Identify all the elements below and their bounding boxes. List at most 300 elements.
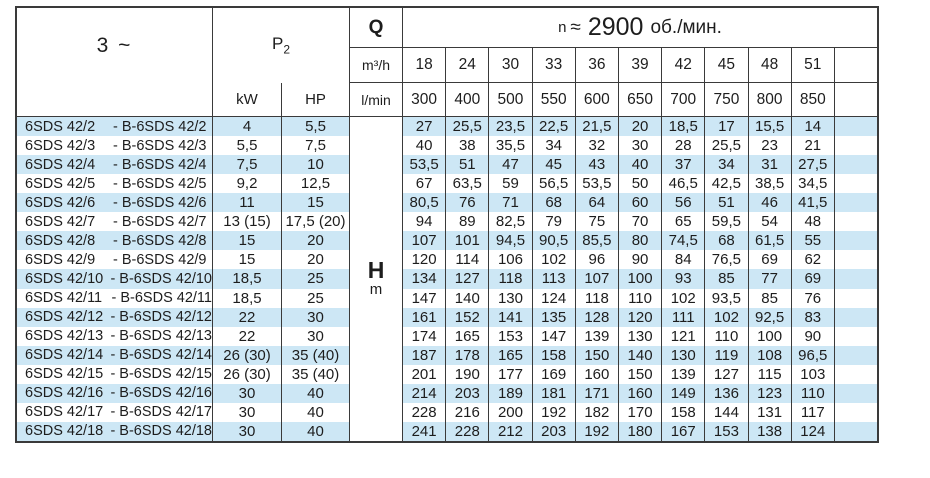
flow-lmin-cell: 600 xyxy=(576,83,619,117)
head-value-cell: 113 xyxy=(533,269,576,288)
model-name-b: - B-6SDS 42/13 xyxy=(110,328,212,345)
empty-cell xyxy=(835,174,877,193)
kw-value-cell: 13 (15) xyxy=(213,212,282,231)
kw-value-cell: 11 xyxy=(213,193,282,212)
hp-value-cell: 35 (40) xyxy=(282,365,350,384)
model-name: 6SDS 42/18 xyxy=(25,423,104,440)
head-value-cell: 118 xyxy=(576,289,619,308)
head-value-cell: 20 xyxy=(619,117,662,136)
model-name-b: - B-6SDS 42/12 xyxy=(110,309,212,326)
head-value-cell: 76 xyxy=(446,193,489,212)
flow-lmin-cell: 650 xyxy=(619,83,662,117)
head-value-cell: 28 xyxy=(662,136,705,155)
empty-cell xyxy=(835,136,877,155)
kw-header-cell: kW xyxy=(213,83,282,117)
head-value-cell: 102 xyxy=(662,289,705,308)
head-value-cell: 14 xyxy=(792,117,835,136)
speed-header-cell xyxy=(403,8,877,48)
q-header-cell xyxy=(350,8,403,48)
flow-m3h-cell: 33 xyxy=(533,48,576,83)
hp-value-cell: 25 xyxy=(282,289,350,308)
head-value-cell: 23,5 xyxy=(489,117,532,136)
head-value-cell: 70 xyxy=(619,212,662,231)
model-name: 6SDS 42/12 xyxy=(25,309,104,326)
kw-value-cell: 30 xyxy=(213,422,282,441)
kw-value-cell: 18,5 xyxy=(213,269,282,288)
model-cell xyxy=(17,289,213,308)
head-value-cell: 76 xyxy=(792,289,835,308)
head-value-cell: 158 xyxy=(533,346,576,365)
head-value-cell: 165 xyxy=(489,346,532,365)
head-value-cell: 134 xyxy=(403,269,446,288)
flow-m3h-cell: 24 xyxy=(446,48,489,83)
head-value-cell: 47 xyxy=(489,155,532,174)
model-name: 6SDS 42/7 xyxy=(25,213,96,230)
head-value-cell: 76,5 xyxy=(705,250,748,269)
head-value-cell: 27,5 xyxy=(792,155,835,174)
model-name-b: - B-6SDS 42/15 xyxy=(110,366,212,383)
p2-header-cell xyxy=(213,8,350,83)
head-value-cell: 153 xyxy=(489,327,532,346)
head-value-cell: 79 xyxy=(533,212,576,231)
model-name-b: - B-6SDS 42/16 xyxy=(110,385,212,402)
head-value-cell: 65 xyxy=(662,212,705,231)
model-name-b: - B-6SDS 42/18 xyxy=(110,423,212,440)
kw-value-cell: 15 xyxy=(213,250,282,269)
head-value-cell: 178 xyxy=(446,346,489,365)
head-value-cell: 147 xyxy=(533,327,576,346)
empty-cell xyxy=(835,231,877,250)
head-value-cell: 89 xyxy=(446,212,489,231)
model-name: 6SDS 42/6 xyxy=(25,194,96,211)
head-value-cell: 128 xyxy=(576,308,619,327)
head-value-cell: 27 xyxy=(403,117,446,136)
head-value-cell: 170 xyxy=(619,403,662,422)
head-value-cell: 144 xyxy=(705,403,748,422)
model-name-b: - B-6SDS 42/9 xyxy=(113,251,207,268)
head-value-cell: 55 xyxy=(792,231,835,250)
head-value-cell: 96,5 xyxy=(792,346,835,365)
head-value-cell: 53,5 xyxy=(576,174,619,193)
flow-lmin-cell: 750 xyxy=(705,83,748,117)
head-value-cell: 60 xyxy=(619,193,662,212)
phase-label: 3 ~ xyxy=(96,34,133,57)
head-value-cell: 149 xyxy=(662,384,705,403)
head-value-cell: 124 xyxy=(792,422,835,441)
head-value-cell: 228 xyxy=(403,403,446,422)
hp-value-cell: 5,5 xyxy=(282,117,350,136)
head-value-cell: 62 xyxy=(792,250,835,269)
speed-prefix: n xyxy=(558,19,567,36)
head-value-cell: 51 xyxy=(705,193,748,212)
head-value-cell: 34 xyxy=(533,136,576,155)
head-value-cell: 35,5 xyxy=(489,136,532,155)
q-unit-m3h-cell: m³/h xyxy=(350,48,403,83)
head-value-cell: 42,5 xyxy=(705,174,748,193)
head-value-cell: 171 xyxy=(576,384,619,403)
head-value-cell: 40 xyxy=(619,155,662,174)
head-value-cell: 106 xyxy=(489,250,532,269)
model-cell xyxy=(17,327,213,346)
head-value-cell: 140 xyxy=(619,346,662,365)
head-value-cell: 158 xyxy=(662,403,705,422)
head-value-cell: 114 xyxy=(446,250,489,269)
model-name: 6SDS 42/15 xyxy=(25,366,104,383)
hp-value-cell: 30 xyxy=(282,308,350,327)
model-name-b: - B-6SDS 42/7 xyxy=(113,213,207,230)
head-value-cell: 228 xyxy=(446,422,489,441)
model-cell xyxy=(17,384,213,403)
kw-value-cell: 5,5 xyxy=(213,136,282,155)
p2-label: $P_2$ xyxy=(271,34,291,57)
kw-value-cell: 22 xyxy=(213,327,282,346)
model-cell xyxy=(17,193,213,212)
q-unit-lmin-cell: l/min xyxy=(350,83,403,117)
head-value-cell: 30 xyxy=(619,136,662,155)
pump-performance-table xyxy=(15,6,879,443)
head-value-cell: 51 xyxy=(446,155,489,174)
flow-m3h-cell: 30 xyxy=(489,48,532,83)
head-value-cell: 93,5 xyxy=(705,289,748,308)
model-name-b: - B-6SDS 42/8 xyxy=(113,232,207,249)
head-value-cell: 59 xyxy=(489,174,532,193)
model-name-b: - B-6SDS 42/6 xyxy=(113,194,207,211)
q-label: Q xyxy=(368,16,384,38)
head-value-cell: 77 xyxy=(749,269,792,288)
model-name: 6SDS 42/5 xyxy=(25,175,96,192)
flow-m3h-cell: 39 xyxy=(619,48,662,83)
flow-m3h-cell: 18 xyxy=(403,48,446,83)
head-value-cell: 25,5 xyxy=(705,136,748,155)
head-value-cell: 94 xyxy=(403,212,446,231)
model-name-b: - B-6SDS 42/14 xyxy=(110,347,212,364)
model-name-b: - B-6SDS 42/3 xyxy=(113,137,207,154)
empty-cell xyxy=(835,250,877,269)
head-label: H xyxy=(367,257,385,284)
head-value-cell: 67 xyxy=(403,174,446,193)
speed-unit: об./мин. xyxy=(650,16,722,38)
head-value-cell: 107 xyxy=(403,231,446,250)
model-cell xyxy=(17,403,213,422)
head-value-cell: 34,5 xyxy=(792,174,835,193)
head-value-cell: 82,5 xyxy=(489,212,532,231)
empty-cell xyxy=(835,327,877,346)
head-value-cell: 120 xyxy=(403,250,446,269)
head-value-cell: 46 xyxy=(749,193,792,212)
head-value-cell: 167 xyxy=(662,422,705,441)
head-value-cell: 130 xyxy=(662,346,705,365)
flow-lmin-cell: 300 xyxy=(403,83,446,117)
head-value-cell: 139 xyxy=(662,365,705,384)
hp-value-cell: 25 xyxy=(282,269,350,288)
flow-m3h-cell: 36 xyxy=(576,48,619,83)
hp-value-cell: 30 xyxy=(282,327,350,346)
empty-header-cell xyxy=(835,83,877,117)
head-value-cell: 216 xyxy=(446,403,489,422)
head-value-cell: 102 xyxy=(705,308,748,327)
flow-m3h-cell: 51 xyxy=(792,48,835,83)
empty-cell xyxy=(835,193,877,212)
head-value-cell: 135 xyxy=(533,308,576,327)
head-value-cell: 40 xyxy=(403,136,446,155)
head-value-cell: 110 xyxy=(619,289,662,308)
head-value-cell: 63,5 xyxy=(446,174,489,193)
flow-lmin-cell: 550 xyxy=(533,83,576,117)
head-value-cell: 90 xyxy=(792,327,835,346)
model-name-b: - B-6SDS 42/10 xyxy=(110,270,212,287)
model-name: 6SDS 42/2 xyxy=(25,118,96,135)
head-value-cell: 110 xyxy=(705,327,748,346)
head-value-cell: 108 xyxy=(749,346,792,365)
flow-lmin-cell: 800 xyxy=(749,83,792,117)
head-value-cell: 115 xyxy=(749,365,792,384)
head-value-cell: 152 xyxy=(446,308,489,327)
head-value-cell: 75 xyxy=(576,212,619,231)
hp-value-cell: 10 xyxy=(282,155,350,174)
head-value-cell: 85,5 xyxy=(576,231,619,250)
head-value-cell: 18,5 xyxy=(662,117,705,136)
head-value-cell: 22,5 xyxy=(533,117,576,136)
model-cell xyxy=(17,155,213,174)
head-value-cell: 100 xyxy=(619,269,662,288)
head-value-cell: 160 xyxy=(576,365,619,384)
head-value-cell: 31 xyxy=(749,155,792,174)
head-value-cell: 80,5 xyxy=(403,193,446,212)
model-name: 6SDS 42/11 xyxy=(25,290,103,307)
head-value-cell: 203 xyxy=(533,422,576,441)
empty-cell xyxy=(835,422,877,441)
head-value-cell: 200 xyxy=(489,403,532,422)
head-value-cell: 101 xyxy=(446,231,489,250)
head-value-cell: 59,5 xyxy=(705,212,748,231)
kw-value-cell: 4 xyxy=(213,117,282,136)
head-value-cell: 103 xyxy=(792,365,835,384)
head-value-cell: 43 xyxy=(576,155,619,174)
head-value-cell: 68 xyxy=(533,193,576,212)
kw-value-cell: 9,2 xyxy=(213,174,282,193)
head-value-cell: 54 xyxy=(749,212,792,231)
speed-approx-sign: ≈ xyxy=(570,16,581,38)
model-name: 6SDS 42/14 xyxy=(25,347,104,364)
head-value-cell: 38,5 xyxy=(749,174,792,193)
model-name-b: - B-6SDS 42/5 xyxy=(113,175,207,192)
hp-value-cell: 40 xyxy=(282,422,350,441)
head-value-cell: 17 xyxy=(705,117,748,136)
head-value-cell: 107 xyxy=(576,269,619,288)
head-value-cell: 85 xyxy=(749,289,792,308)
head-value-cell: 48 xyxy=(792,212,835,231)
head-value-cell: 241 xyxy=(403,422,446,441)
model-name: 6SDS 42/13 xyxy=(25,328,104,345)
kw-value-cell: 30 xyxy=(213,384,282,403)
head-value-cell: 118 xyxy=(489,269,532,288)
head-value-cell: 127 xyxy=(446,269,489,288)
head-value-cell: 121 xyxy=(662,327,705,346)
model-name-b: - B-6SDS 42/17 xyxy=(110,404,212,421)
flow-m3h-cell: 48 xyxy=(749,48,792,83)
empty-cell xyxy=(835,346,877,365)
speed-value: 2900 xyxy=(587,13,644,41)
head-value-cell: 153 xyxy=(705,422,748,441)
flow-m3h-cell: 45 xyxy=(705,48,748,83)
head-value-cell: 203 xyxy=(446,384,489,403)
model-cell xyxy=(17,117,213,136)
model-name: 6SDS 42/16 xyxy=(25,385,104,402)
head-value-cell: 117 xyxy=(792,403,835,422)
head-value-cell: 187 xyxy=(403,346,446,365)
head-value-cell: 56 xyxy=(662,193,705,212)
model-cell xyxy=(17,212,213,231)
model-cell xyxy=(17,308,213,327)
flow-lmin-cell: 700 xyxy=(662,83,705,117)
model-name: 6SDS 42/9 xyxy=(25,251,96,268)
phase-header-cell xyxy=(17,8,213,117)
hp-value-cell: 20 xyxy=(282,231,350,250)
empty-cell xyxy=(835,289,877,308)
model-name-b: - B-6SDS 42/2 xyxy=(113,118,207,135)
head-value-cell: 32 xyxy=(576,136,619,155)
head-value-cell: 160 xyxy=(619,384,662,403)
model-name: 6SDS 42/10 xyxy=(25,270,104,287)
head-value-cell: 139 xyxy=(576,327,619,346)
head-value-cell: 69 xyxy=(792,269,835,288)
head-value-cell: 212 xyxy=(489,422,532,441)
model-cell xyxy=(17,346,213,365)
head-value-cell: 161 xyxy=(403,308,446,327)
head-value-cell: 41,5 xyxy=(792,193,835,212)
empty-cell xyxy=(835,308,877,327)
head-value-cell: 21,5 xyxy=(576,117,619,136)
flow-lmin-cell: 500 xyxy=(489,83,532,117)
head-value-cell: 92,5 xyxy=(749,308,792,327)
kw-value-cell: 18,5 xyxy=(213,289,282,308)
model-cell xyxy=(17,422,213,441)
head-value-cell: 34 xyxy=(705,155,748,174)
hp-value-cell: 40 xyxy=(282,384,350,403)
head-value-cell: 15,5 xyxy=(749,117,792,136)
empty-cell xyxy=(835,269,877,288)
head-value-cell: 84 xyxy=(662,250,705,269)
kw-value-cell: 30 xyxy=(213,403,282,422)
head-value-cell: 37 xyxy=(662,155,705,174)
head-value-cell: 71 xyxy=(489,193,532,212)
head-value-cell: 69 xyxy=(749,250,792,269)
head-value-cell: 64 xyxy=(576,193,619,212)
hp-value-cell: 17,5 (20) xyxy=(282,212,350,231)
head-value-cell: 80 xyxy=(619,231,662,250)
model-cell xyxy=(17,231,213,250)
head-value-cell: 21 xyxy=(792,136,835,155)
head-value-cell: 177 xyxy=(489,365,532,384)
hp-value-cell: 35 (40) xyxy=(282,346,350,365)
head-value-cell: 85 xyxy=(705,269,748,288)
head-value-cell: 140 xyxy=(446,289,489,308)
head-value-cell: 130 xyxy=(489,289,532,308)
head-value-cell: 61,5 xyxy=(749,231,792,250)
model-name: 6SDS 42/17 xyxy=(25,404,104,421)
head-value-cell: 189 xyxy=(489,384,532,403)
model-cell xyxy=(17,365,213,384)
hp-header-cell: HP xyxy=(282,83,350,117)
hp-value-cell: 40 xyxy=(282,403,350,422)
head-value-cell: 123 xyxy=(749,384,792,403)
model-cell xyxy=(17,136,213,155)
head-value-cell: 111 xyxy=(662,308,705,327)
head-value-cell: 74,5 xyxy=(662,231,705,250)
head-value-cell: 214 xyxy=(403,384,446,403)
head-value-cell: 192 xyxy=(576,422,619,441)
kw-value-cell: 26 (30) xyxy=(213,365,282,384)
model-name-b: - B-6SDS 42/4 xyxy=(113,156,207,173)
empty-cell xyxy=(835,365,877,384)
model-cell xyxy=(17,269,213,288)
head-value-cell: 192 xyxy=(533,403,576,422)
head-value-cell: 136 xyxy=(705,384,748,403)
head-value-cell: 38 xyxy=(446,136,489,155)
flow-m3h-cell: 42 xyxy=(662,48,705,83)
head-value-cell: 182 xyxy=(576,403,619,422)
head-value-cell: 25,5 xyxy=(446,117,489,136)
head-value-cell: 94,5 xyxy=(489,231,532,250)
head-value-cell: 93 xyxy=(662,269,705,288)
head-value-cell: 150 xyxy=(576,346,619,365)
empty-cell xyxy=(835,155,877,174)
head-column-label-cell xyxy=(350,117,403,441)
hp-value-cell: 7,5 xyxy=(282,136,350,155)
model-name: 6SDS 42/8 xyxy=(25,232,96,249)
head-value-cell: 53,5 xyxy=(403,155,446,174)
empty-cell xyxy=(835,403,877,422)
head-value-cell: 201 xyxy=(403,365,446,384)
model-cell xyxy=(17,174,213,193)
hp-value-cell: 20 xyxy=(282,250,350,269)
head-value-cell: 138 xyxy=(749,422,792,441)
model-cell xyxy=(17,250,213,269)
flow-lmin-cell: 850 xyxy=(792,83,835,117)
hp-value-cell: 12,5 xyxy=(282,174,350,193)
head-value-cell: 130 xyxy=(619,327,662,346)
head-value-cell: 68 xyxy=(705,231,748,250)
head-value-cell: 124 xyxy=(533,289,576,308)
head-value-cell: 190 xyxy=(446,365,489,384)
model-name: 6SDS 42/4 xyxy=(25,156,96,173)
empty-cell xyxy=(835,117,877,136)
model-name: 6SDS 42/3 xyxy=(25,137,96,154)
head-value-cell: 141 xyxy=(489,308,532,327)
kw-value-cell: 15 xyxy=(213,231,282,250)
head-value-cell: 120 xyxy=(619,308,662,327)
head-value-cell: 46,5 xyxy=(662,174,705,193)
head-value-cell: 90 xyxy=(619,250,662,269)
head-value-cell: 102 xyxy=(533,250,576,269)
kw-value-cell: 22 xyxy=(213,308,282,327)
head-value-cell: 180 xyxy=(619,422,662,441)
empty-cell xyxy=(835,384,877,403)
head-value-cell: 96 xyxy=(576,250,619,269)
head-value-cell: 174 xyxy=(403,327,446,346)
head-unit: m xyxy=(369,281,383,299)
head-value-cell: 119 xyxy=(705,346,748,365)
head-value-cell: 165 xyxy=(446,327,489,346)
head-value-cell: 50 xyxy=(619,174,662,193)
empty-cell xyxy=(835,212,877,231)
head-value-cell: 56,5 xyxy=(533,174,576,193)
head-value-cell: 150 xyxy=(619,365,662,384)
model-name-b: - B-6SDS 42/11 xyxy=(111,290,212,307)
head-value-cell: 90,5 xyxy=(533,231,576,250)
hp-value-cell: 15 xyxy=(282,193,350,212)
head-value-cell: 45 xyxy=(533,155,576,174)
